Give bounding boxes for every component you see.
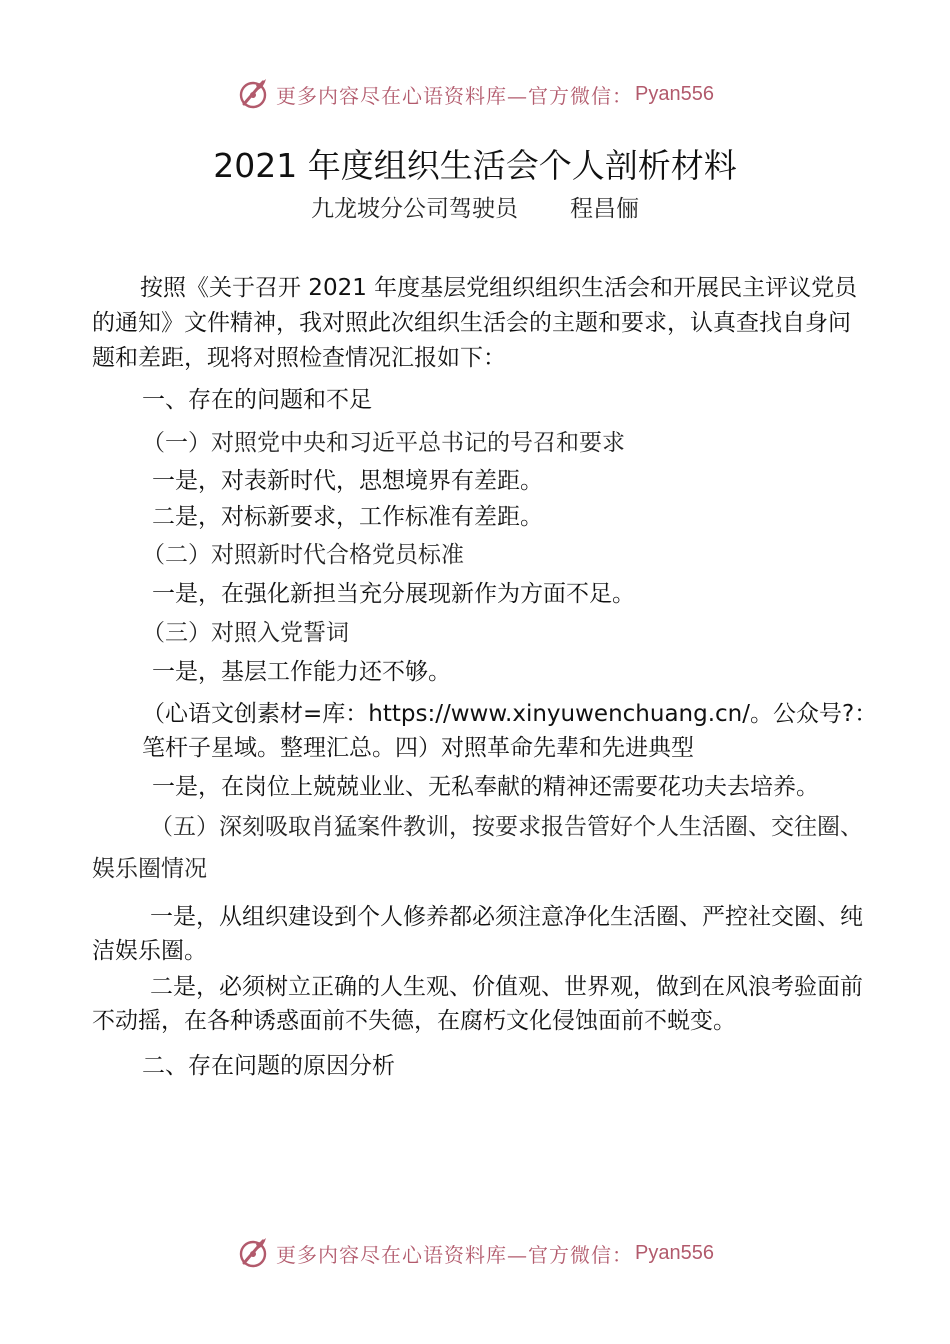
footer-watermark — [0, 1231, 950, 1275]
watermark-contact: Pyan556 — [635, 82, 714, 105]
sub3-item1: 一是，基层工作能力还不够。 — [152, 659, 451, 685]
document-byline — [0, 190, 950, 223]
ad-paragraph: （心语文创素材=库：https://www.xinyuwenchuang.cn/。公众号?：笔杆子星域。整理汇总。四）对照革命先辈和先进典型 — [142, 701, 878, 761]
sub1-item1: 一是，对表新时代，思想境界有差距。 — [152, 468, 543, 494]
watermark-contact: Pyan556 — [635, 1241, 714, 1264]
watermark-text: 更多内容尽在心语资料库—官方微信： — [276, 83, 634, 108]
header-watermark — [0, 72, 950, 116]
author-unit: 九龙坡分公司驾驶员 — [311, 196, 518, 222]
watermark-text: 更多内容尽在心语资料库—官方微信： — [276, 1242, 634, 1267]
sub5-item1: 一是，从组织建设到个人修养都必须注意净化生活圈、严控社交圈、纯洁娱乐圈。 — [92, 904, 863, 964]
quill-logo-icon — [236, 77, 270, 111]
document-title: 2021 年度组织生活会个人剖析材料 — [213, 146, 737, 185]
author-name: 程昌俪 — [570, 196, 639, 222]
sub5-item2: 二是，必须树立正确的人生观、价值观、世界观，做到在风浪考验面前不动摇，在各种诱惑面前不失德，在腐朽文化侵蚀面前不蜕变。 — [92, 974, 863, 1034]
sub4-item1: 一是，在岗位上兢兢业业、无私奉献的精神还需要花功夫去培养。 — [152, 774, 819, 800]
quill-logo-icon — [236, 1236, 270, 1270]
section1-heading: 一、存在的问题和不足 — [142, 387, 372, 413]
sub1-heading: （一）对照党中央和习近平总书记的号召和要求 — [142, 430, 625, 456]
section2-heading: 二、存在问题的原因分析 — [142, 1053, 395, 1079]
sub2-heading: （二）对照新时代合格党员标准 — [142, 542, 464, 568]
sub5-heading: （五）深刻吸取肖猛案件教训，按要求报告管好个人生活圈、交往圈、娱乐圈情况 — [92, 814, 863, 882]
intro-paragraph: 按照《关于召开 2021 年度基层党组织组织生活会和开展民主评议党员的通知》文件精神，我对照此次组织生活会的主题和要求，认真查找自身问题和差距，现将对照检查情况汇报如下： — [92, 275, 858, 371]
sub1-item2: 二是，对标新要求，工作标准有差距。 — [152, 504, 543, 530]
sub3-heading: （三）对照入党誓词 — [142, 620, 349, 646]
sub2-item1: 一是，在强化新担当充分展现新作为方面不足。 — [152, 581, 635, 607]
